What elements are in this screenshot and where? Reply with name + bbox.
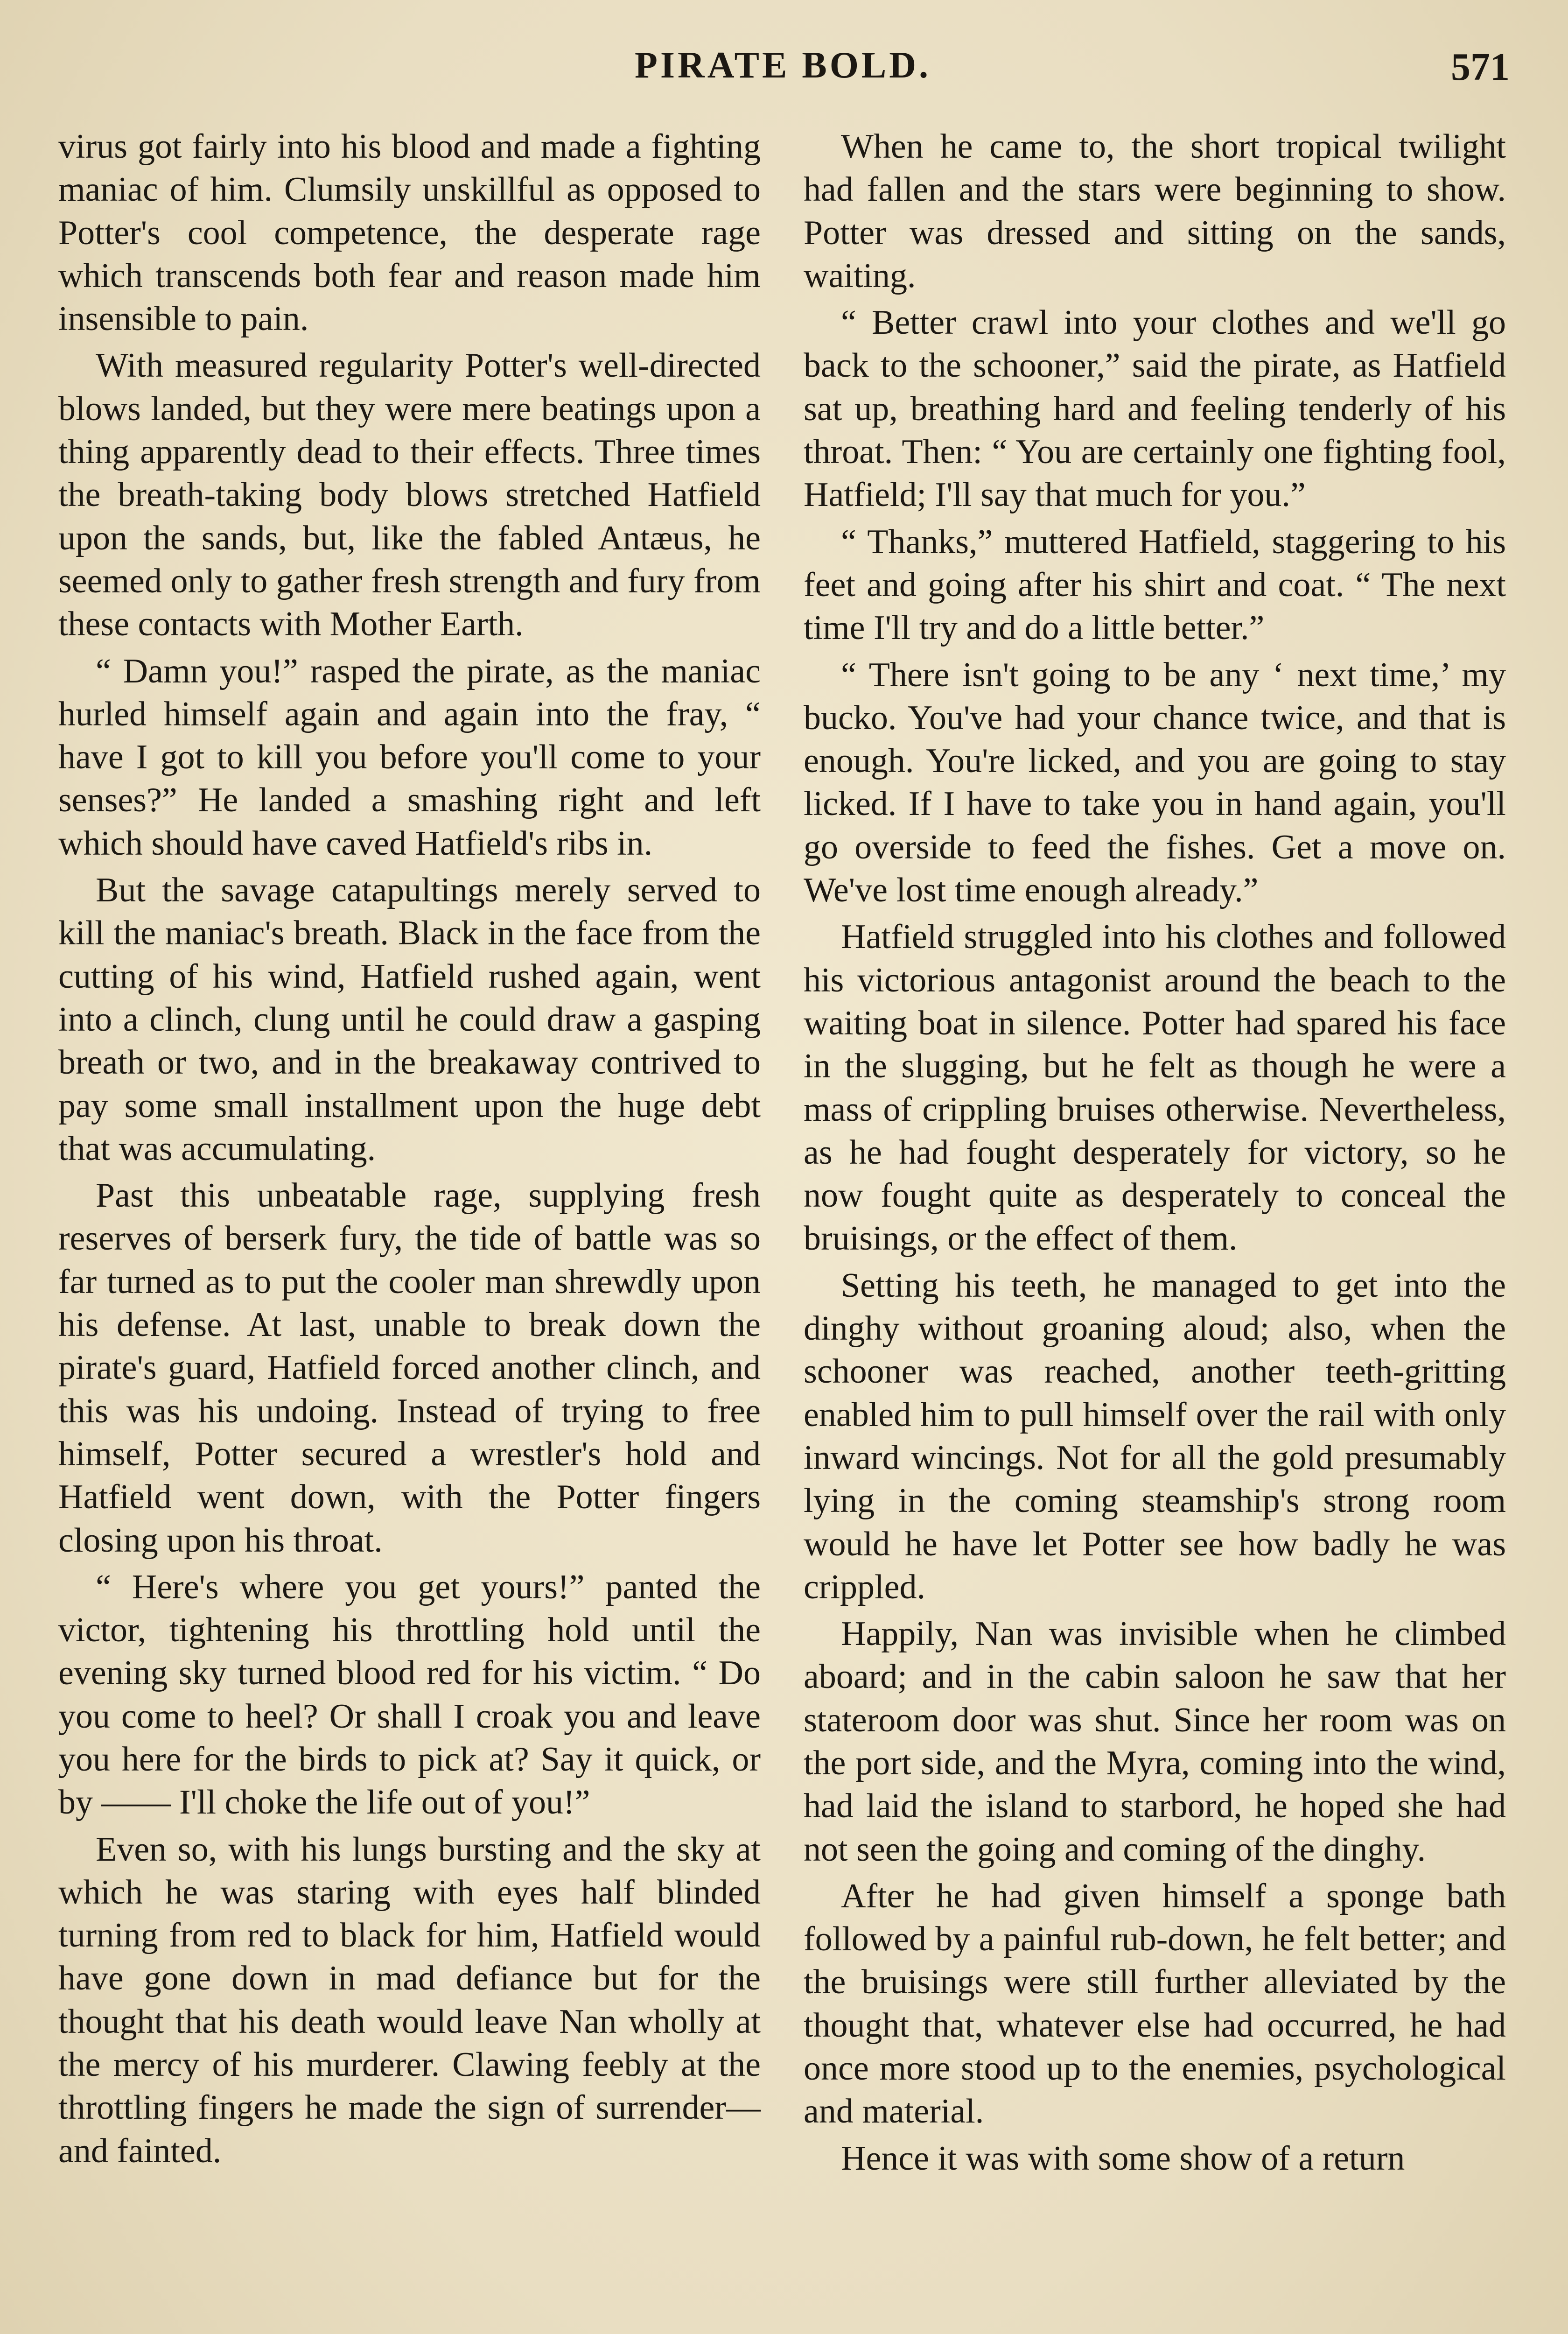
paragraph: Hence it was with some show of a return [841, 2139, 1405, 2178]
running-title: PIRATE BOLD. [635, 45, 931, 86]
paragraph: Setting his teeth, he managed to get into the dinghy without groaning aloud; also, when the schooner was reached, another teeth-gritting enabled him to pull himself over the rail with only inward wincings. Not for all the gold presumably lying in the coming steamship's strong room would he have let Potter see how badly he was crippled. [804, 1266, 1506, 1606]
page-header [0, 44, 1568, 96]
page-number: 571 [1451, 45, 1510, 89]
paragraph: Even so, with his lungs bursting and the sky at which he was staring with eyes half blinded turning from red to black for him, Hatfield would have gone down in mad defiance but for the thought that his death would leave Nan wholly at the mercy of his murderer. Clawing feebly at the throttling fingers he made the sign of surrender—and fainted. [58, 1830, 761, 2170]
left-column [58, 125, 761, 2176]
paragraph: But the savage catapultings merely served to kill the maniac's breath. Black in the face from the cutting of his wind, Hatfield rushed again, went into a clinch, clung until he could draw a gasping breath or two, and in the breakaway contrived to pay some small installment upon the huge debt that was accumulating. [58, 871, 761, 1168]
paragraph: With measured regularity Potter's well-directed blows landed, but they were mere beatings upon a thing apparently dead to their effects. Three times the breath-taking body blows stretched Hatfield upon the sands, but, like the fabled Antæus, he seemed only to gather fresh strength and fury from these contacts with Mother Earth. [58, 346, 761, 644]
paragraph: virus got fairly into his blood and made a fighting maniac of him. Clumsily unskillful as opposed to Potter's cool competence, the desperate rage which transcends both fear and reason made him insensible to pain. [58, 127, 761, 338]
paragraph: “ There isn't going to be any ‘ next time,’ my bucko. You've had your chance twice, and that is enough. You're licked, and you are going to stay licked. If I have to take you in hand again, you'll go overside to feed the fishes. Get a move on. We've lost time enough already.” [804, 655, 1506, 910]
paragraph: Happily, Nan was invisible when he climbed aboard; and in the cabin saloon he saw that her stateroom door was shut. Since her room was on the port side, and the Myra, coming into the wind, had laid the island to starbord, he hoped she had not seen the going and coming of the dinghy. [804, 1615, 1506, 1869]
paragraph: “ Here's where you get yours!” panted the victor, tightening his throttling hold until the evening sky turned blood red for his victim. “ Do you come to heel? Or shall I croak you and leave you here for the birds to pick at? Say it quick, or by —— I'll choke the life out of you!” [58, 1568, 761, 1822]
paragraph: Past this unbeatable rage, supplying fresh reserves of berserk fury, the tide of battle was so far turned as to put the cooler man shrewdly upon his defense. At last, unable to break down the pirate's guard, Hatfield forced another clinch, and this was his undoing. Instead of trying to free himself, Potter secured a wrestler's hold and Hatfield went down, with the Potter fingers closing upon his throat. [58, 1176, 761, 1560]
right-column [804, 125, 1506, 2184]
paragraph: After he had given himself a sponge bath followed by a painful rub-down, he felt better; and the bruisings were still further alleviated by the thought that, whatever else had occurred, he had once more stood up to the enemies, psychological and material. [804, 1877, 1506, 2131]
paragraph: “ Better crawl into your clothes and we'll go back to the schooner,” said the pirate, as Hatfield sat up, breathing hard and feeling tenderly of his throat. Then: “ You are certainly one fighting fool, Hatfield; I'll say that much for you.” [804, 303, 1506, 514]
paragraph: “ Thanks,” muttered Hatfield, staggering to his feet and going after his shirt and coat. “ The next time I'll try and do a little better.” [804, 522, 1506, 647]
paragraph: “ Damn you!” rasped the pirate, as the maniac hurled himself again and again into the fray, “ have I got to kill you before you'll come to your senses?” He landed a smashing right and left which should have caved Hatfield's ribs in. [58, 652, 761, 863]
paragraph: When he came to, the short tropical twilight had fallen and the stars were beginning to show. Potter was dressed and sitting on the sands, waiting. [804, 127, 1506, 295]
paragraph: Hatfield struggled into his clothes and followed his victorious antagonist around the beach to the waiting boat in silence. Potter had spared his face in the slugging, but he felt as though he were a mass of crippling bruises otherwise. Nevertheless, as he had fought desperately for victory, so he now fought quite as desperately to conceal the bruisings, or the effect of them. [804, 918, 1506, 1258]
